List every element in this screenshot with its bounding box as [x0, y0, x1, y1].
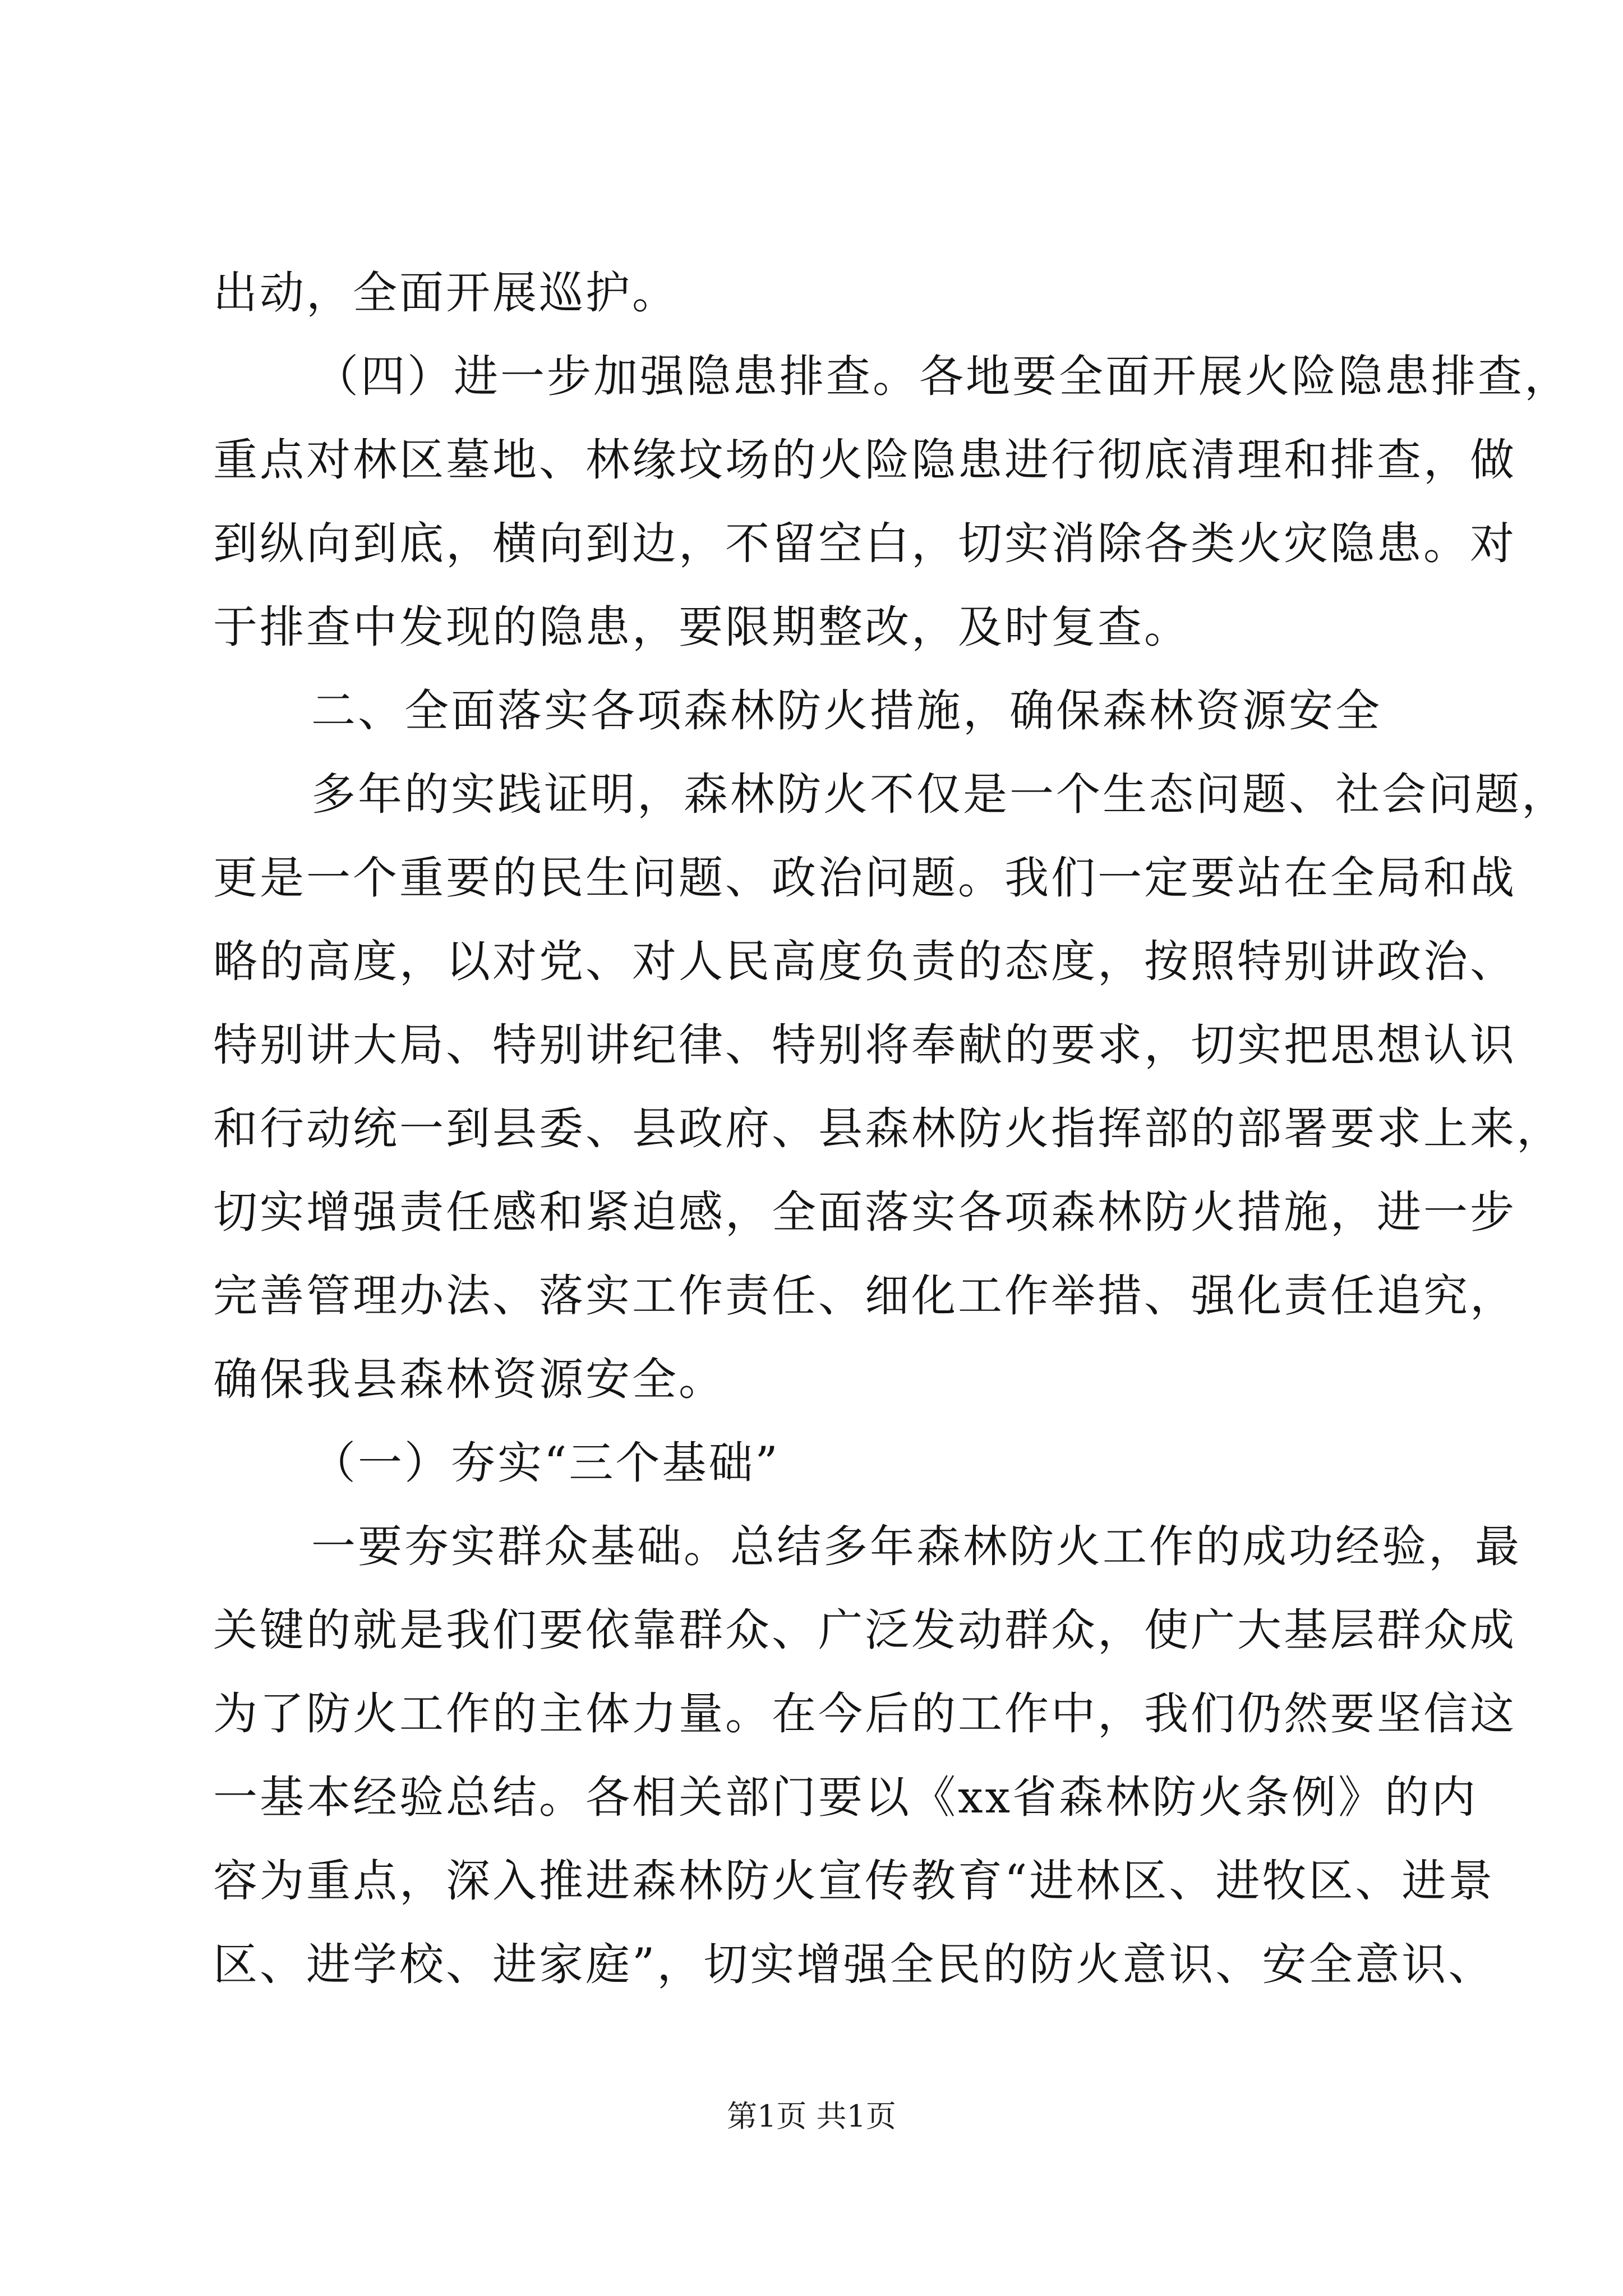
text-line: 和行动统一到县委、县政府、县森林防火指挥部的部署要求上来， [213, 1103, 1563, 1154]
page-footer [0, 2097, 1623, 2136]
text-line: 略的高度，以对党、对人民高度负责的态度，按照特别讲政治、 [213, 936, 1516, 987]
text-line: 特别讲大局、特别讲纪律、特别将奉献的要求，切实把思想认识 [213, 1019, 1516, 1071]
text-line: 完善管理办法、落实工作责任、细化工作举措、强化责任追究， [213, 1270, 1516, 1322]
text-line: 确保我县森林资源安全。 [213, 1354, 725, 1405]
text-line: 切实增强责任感和紧迫感，全面落实各项森林防火措施，进一步 [213, 1186, 1516, 1238]
text-line: 区、进学校、进家庭”，切实增强全民的防火意识、安全意识、 [213, 1939, 1495, 1990]
text-line: 出动，全面开展巡护。 [213, 267, 679, 319]
text-line: 容为重点，深入推进森林防火宣传教育“进林区、进牧区、进景 [213, 1855, 1495, 1907]
text-line: 重点对林区墓地、林缘坟场的火险隐患进行彻底清理和排查，做 [213, 434, 1516, 486]
text-line: 到纵向到底，横向到边，不留空白，切实消除各类火灾隐患。对 [213, 518, 1516, 569]
text-line: 于排查中发现的隐患，要限期整改，及时复查。 [213, 601, 1191, 653]
section-heading: 二、全面落实各项森林防火措施，确保森林资源安全 [311, 685, 1382, 737]
text-line: 一要夯实群众基础。总结多年森林防火工作的成功经验，最 [311, 1521, 1521, 1572]
text-line: 关键的就是我们要依靠群众、广泛发动群众，使广大基层群众成 [213, 1604, 1516, 1656]
text-line: 多年的实践证明，森林防火不仅是一个生态问题、社会问题， [311, 769, 1568, 820]
page-number-label: 第1页 共1页 [727, 2099, 896, 2134]
text-line: 为了防火工作的主体力量。在今后的工作中，我们仍然要坚信这 [213, 1688, 1516, 1740]
text-line: （四）进一步加强隐患排查。各地要全面开展火险隐患排查， [314, 351, 1571, 402]
subsection-heading: （一）夯实“三个基础” [311, 1437, 780, 1489]
text-line: 一基本经验总结。各相关部门要以《xx省森林防火条例》的内 [213, 1772, 1478, 1823]
text-line: 更是一个重要的民生问题、政治问题。我们一定要站在全局和战 [213, 852, 1516, 904]
